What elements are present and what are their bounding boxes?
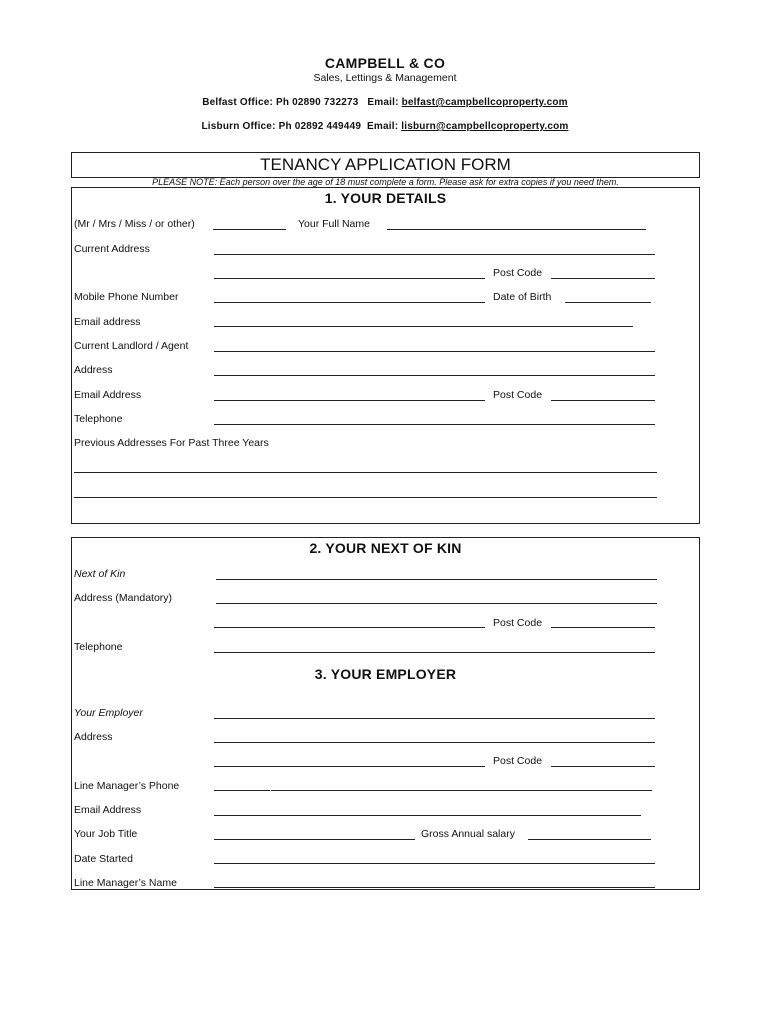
form-note: PLEASE NOTE: Each person over the age of 18 must complete a form. Please ask for extra copies if you need them.	[152, 177, 619, 187]
kin-post-code-label: Post Code	[493, 617, 543, 629]
belfast-email-link[interactable]: belfast@campbellcoproperty.com	[401, 97, 568, 108]
previous-address-field-2[interactable]	[74, 497, 657, 498]
job-title-label: Your Job Title	[74, 828, 138, 840]
line-manager-name-field[interactable]	[214, 887, 655, 888]
lisburn-email-link[interactable]: lisburn@campbellcoproperty.com	[401, 121, 569, 132]
landlord-telephone-label: Telephone	[74, 413, 123, 425]
company-name: CAMPBELL & CO	[324, 55, 446, 71]
belfast-office-text: Belfast Office: Ph 02890 732273 Email:	[202, 97, 402, 108]
current-address-line2-field[interactable]	[214, 278, 485, 279]
current-landlord-label: Current Landlord / Agent	[74, 340, 189, 352]
kin-address-label: Address (Mandatory)	[74, 592, 173, 604]
landlord-post-code-label: Post Code	[493, 389, 543, 401]
employer-label: Your Employer	[74, 707, 143, 719]
next-of-kin-label: Next of Kin	[74, 568, 126, 580]
employer-post-code-label: Post Code	[493, 755, 543, 767]
full-name-field[interactable]	[387, 229, 646, 230]
title-field[interactable]	[213, 229, 286, 230]
gross-salary-label: Gross Annual salary	[421, 828, 515, 840]
job-title-field[interactable]	[214, 839, 415, 840]
previous-addresses-label: Previous Addresses For Past Three Years	[74, 437, 269, 449]
date-of-birth-field[interactable]	[565, 302, 651, 303]
mobile-phone-label: Mobile Phone Number	[74, 291, 179, 303]
employer-address-field[interactable]	[214, 742, 655, 743]
full-name-label: Your Full Name	[298, 218, 370, 230]
kin-address-field[interactable]	[216, 603, 657, 604]
employer-heading: 3. YOUR EMPLOYER	[314, 666, 457, 682]
title-label: (Mr / Mrs / Miss / or other)	[74, 218, 195, 230]
employer-address-label: Address	[74, 731, 113, 743]
employer-email-field[interactable]	[214, 815, 641, 816]
landlord-telephone-field[interactable]	[214, 424, 655, 425]
form-title: TENANCY APPLICATION FORM	[260, 155, 511, 174]
your-details-heading: 1. YOUR DETAILS	[324, 190, 447, 206]
employer-email-label: Email Address	[74, 804, 142, 816]
employer-field[interactable]	[214, 718, 655, 719]
landlord-email-label: Email Address	[74, 389, 142, 401]
current-address-field[interactable]	[214, 254, 655, 255]
your-details-section	[71, 187, 700, 524]
previous-address-field-1[interactable]	[74, 472, 657, 473]
next-of-kin-heading: 2. YOUR NEXT OF KIN	[309, 540, 462, 556]
landlord-address-field[interactable]	[214, 375, 655, 376]
post-code-label: Post Code	[493, 267, 543, 279]
date-of-birth-label: Date of Birth	[493, 291, 552, 303]
line-manager-name-label: Line Manager’s Name	[74, 877, 177, 889]
date-started-label: Date Started	[74, 853, 133, 865]
kin-address-line2-field[interactable]	[214, 627, 485, 628]
employer-post-code-field[interactable]	[551, 766, 655, 767]
lisburn-office-line	[0, 121, 770, 132]
next-of-kin-employer-section	[71, 537, 700, 890]
kin-telephone-field[interactable]	[214, 652, 655, 653]
landlord-post-code-field[interactable]	[551, 400, 655, 401]
post-code-field[interactable]	[551, 278, 655, 279]
lisburn-office-text: Lisburn Office: Ph 02892 449449 Email:	[201, 121, 402, 132]
next-of-kin-field[interactable]	[216, 579, 657, 580]
date-started-field[interactable]	[214, 863, 655, 864]
landlord-address-label: Address	[74, 364, 113, 376]
mobile-phone-field[interactable]	[214, 302, 485, 303]
line-manager-phone-label: Line Manager’s Phone	[74, 780, 180, 792]
line-manager-phone-field[interactable]	[271, 790, 652, 791]
current-landlord-field[interactable]	[214, 351, 655, 352]
kin-telephone-label: Telephone	[74, 641, 123, 653]
landlord-email-field[interactable]	[214, 400, 485, 401]
line-manager-phone-code-field[interactable]	[214, 790, 270, 791]
gross-salary-field[interactable]	[528, 839, 651, 840]
belfast-office-line	[0, 97, 770, 108]
company-tagline: Sales, Lettings & Management	[313, 72, 457, 84]
email-address-label: Email address	[74, 316, 141, 328]
kin-post-code-field[interactable]	[551, 627, 655, 628]
current-address-label: Current Address	[74, 243, 150, 255]
employer-address-line2-field[interactable]	[214, 766, 485, 767]
email-address-field[interactable]	[214, 326, 633, 327]
